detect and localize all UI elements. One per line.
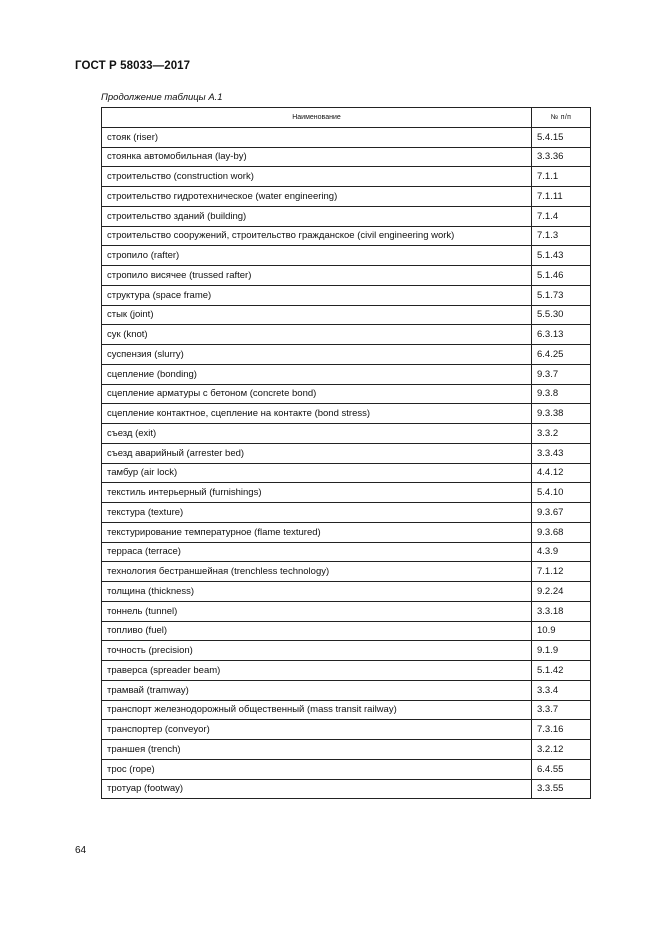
term-name-cell: стропило (rafter) bbox=[102, 246, 532, 266]
term-name-cell: транспорт железнодорожный общественный (mass transit railway) bbox=[102, 700, 532, 720]
table-row bbox=[102, 424, 591, 444]
term-name-cell: текстиль интерьерный (furnishings) bbox=[102, 483, 532, 503]
term-name-cell: стропило висячее (trussed rafter) bbox=[102, 266, 532, 286]
table-row bbox=[102, 246, 591, 266]
terms-table-container bbox=[101, 107, 590, 799]
term-name-cell: тротуар (footway) bbox=[102, 779, 532, 799]
table-row bbox=[102, 740, 591, 760]
term-number-cell: 5.1.46 bbox=[532, 266, 591, 286]
document-header: ГОСТ Р 58033—2017 bbox=[75, 60, 191, 72]
table-row bbox=[102, 621, 591, 641]
term-name-cell: траверса (spreader beam) bbox=[102, 661, 532, 681]
term-name-cell: текстурирование температурное (flame textured) bbox=[102, 522, 532, 542]
term-number-cell: 7.1.11 bbox=[532, 187, 591, 207]
table-row bbox=[102, 601, 591, 621]
term-name-cell: стояк (riser) bbox=[102, 127, 532, 147]
term-name-cell: сук (knot) bbox=[102, 325, 532, 345]
term-name-cell: трамвай (tramway) bbox=[102, 680, 532, 700]
table-row bbox=[102, 779, 591, 799]
term-name-cell: технология бестраншейная (trenchless technology) bbox=[102, 562, 532, 582]
term-number-cell: 9.3.8 bbox=[532, 384, 591, 404]
table-row bbox=[102, 266, 591, 286]
term-number-cell: 6.4.25 bbox=[532, 345, 591, 365]
term-name-cell: текстура (texture) bbox=[102, 503, 532, 523]
table-row bbox=[102, 483, 591, 503]
term-number-cell: 3.3.4 bbox=[532, 680, 591, 700]
term-name-cell: толщина (thickness) bbox=[102, 582, 532, 602]
term-name-cell: строительство сооружений, строительство гражданское (civil engineering work) bbox=[102, 226, 532, 246]
table-row bbox=[102, 384, 591, 404]
column-header-number: № п/п bbox=[532, 108, 591, 128]
term-number-cell: 6.4.55 bbox=[532, 759, 591, 779]
term-name-cell: суспензия (slurry) bbox=[102, 345, 532, 365]
term-number-cell: 5.5.30 bbox=[532, 305, 591, 325]
term-number-cell: 3.3.43 bbox=[532, 443, 591, 463]
term-number-cell: 5.1.43 bbox=[532, 246, 591, 266]
term-number-cell: 5.1.73 bbox=[532, 285, 591, 305]
term-number-cell: 3.3.7 bbox=[532, 700, 591, 720]
term-number-cell: 7.1.3 bbox=[532, 226, 591, 246]
table-row bbox=[102, 325, 591, 345]
table-row bbox=[102, 127, 591, 147]
term-name-cell: съезд аварийный (arrester bed) bbox=[102, 443, 532, 463]
table-row bbox=[102, 285, 591, 305]
term-number-cell: 7.1.1 bbox=[532, 167, 591, 187]
term-name-cell: строительство зданий (building) bbox=[102, 206, 532, 226]
column-header-name: Наименование bbox=[102, 108, 532, 128]
term-name-cell: структура (space frame) bbox=[102, 285, 532, 305]
term-name-cell: строительство гидротехническое (water engineering) bbox=[102, 187, 532, 207]
term-name-cell: стык (joint) bbox=[102, 305, 532, 325]
table-row bbox=[102, 305, 591, 325]
term-name-cell: строительство (construction work) bbox=[102, 167, 532, 187]
table-row bbox=[102, 562, 591, 582]
term-number-cell: 3.3.18 bbox=[532, 601, 591, 621]
table-row bbox=[102, 187, 591, 207]
table-row bbox=[102, 542, 591, 562]
term-number-cell: 6.3.13 bbox=[532, 325, 591, 345]
term-name-cell: терраса (terrace) bbox=[102, 542, 532, 562]
term-number-cell: 9.2.24 bbox=[532, 582, 591, 602]
table-header-row bbox=[102, 108, 591, 128]
term-name-cell: траншея (trench) bbox=[102, 740, 532, 760]
table-row bbox=[102, 582, 591, 602]
terms-table bbox=[101, 107, 591, 799]
term-number-cell: 7.1.4 bbox=[532, 206, 591, 226]
term-name-cell: тамбур (air lock) bbox=[102, 463, 532, 483]
table-caption: Продолжение таблицы А.1 bbox=[101, 92, 223, 103]
term-number-cell: 3.3.2 bbox=[532, 424, 591, 444]
table-row bbox=[102, 443, 591, 463]
term-name-cell: топливо (fuel) bbox=[102, 621, 532, 641]
term-number-cell: 7.3.16 bbox=[532, 720, 591, 740]
term-number-cell: 9.3.68 bbox=[532, 522, 591, 542]
page-number: 64 bbox=[75, 845, 87, 856]
term-number-cell: 9.1.9 bbox=[532, 641, 591, 661]
table-row bbox=[102, 463, 591, 483]
table-row bbox=[102, 700, 591, 720]
term-number-cell: 10.9 bbox=[532, 621, 591, 641]
table-row bbox=[102, 522, 591, 542]
term-name-cell: трос (rope) bbox=[102, 759, 532, 779]
table-row bbox=[102, 661, 591, 681]
term-number-cell: 5.4.15 bbox=[532, 127, 591, 147]
term-number-cell: 3.3.55 bbox=[532, 779, 591, 799]
term-name-cell: сцепление арматуры с бетоном (concrete bond) bbox=[102, 384, 532, 404]
term-name-cell: транспортер (conveyor) bbox=[102, 720, 532, 740]
term-number-cell: 4.3.9 bbox=[532, 542, 591, 562]
table-row bbox=[102, 759, 591, 779]
table-row bbox=[102, 345, 591, 365]
term-number-cell: 5.1.42 bbox=[532, 661, 591, 681]
term-name-cell: точность (precision) bbox=[102, 641, 532, 661]
term-number-cell: 5.4.10 bbox=[532, 483, 591, 503]
table-row bbox=[102, 503, 591, 523]
term-name-cell: стоянка автомобильная (lay-by) bbox=[102, 147, 532, 167]
term-number-cell: 9.3.67 bbox=[532, 503, 591, 523]
term-name-cell: тоннель (tunnel) bbox=[102, 601, 532, 621]
table-row bbox=[102, 206, 591, 226]
term-number-cell: 9.3.38 bbox=[532, 404, 591, 424]
table-row bbox=[102, 680, 591, 700]
term-name-cell: сцепление контактное, сцепление на контакте (bond stress) bbox=[102, 404, 532, 424]
table-body bbox=[102, 127, 591, 799]
term-number-cell: 3.2.12 bbox=[532, 740, 591, 760]
term-number-cell: 7.1.12 bbox=[532, 562, 591, 582]
table-row bbox=[102, 167, 591, 187]
table-row bbox=[102, 364, 591, 384]
table-row bbox=[102, 147, 591, 167]
term-number-cell: 9.3.7 bbox=[532, 364, 591, 384]
term-name-cell: съезд (exit) bbox=[102, 424, 532, 444]
table-row bbox=[102, 404, 591, 424]
term-number-cell: 4.4.12 bbox=[532, 463, 591, 483]
table-row bbox=[102, 226, 591, 246]
table-row bbox=[102, 720, 591, 740]
table-row bbox=[102, 641, 591, 661]
term-name-cell: сцепление (bonding) bbox=[102, 364, 532, 384]
term-number-cell: 3.3.36 bbox=[532, 147, 591, 167]
